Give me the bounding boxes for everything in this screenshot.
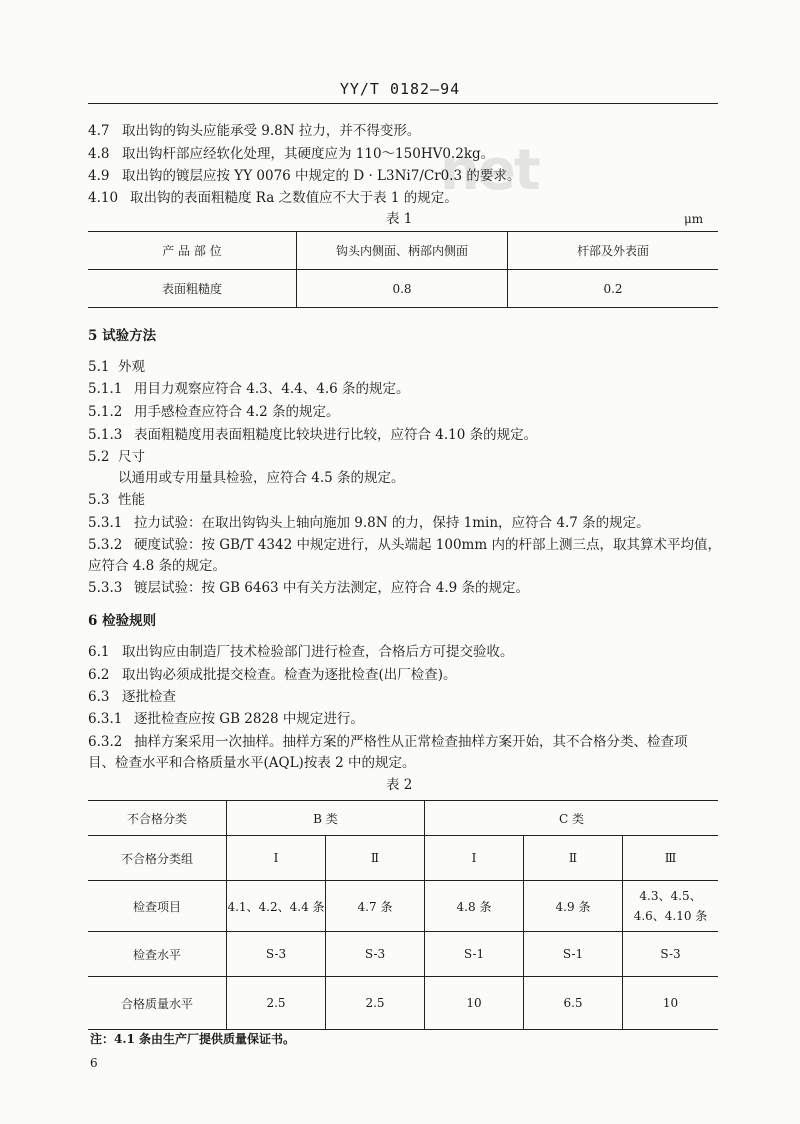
table1-unit: μm <box>684 212 704 226</box>
clause-4-8: 4.8 取出钩杆部应经软化处理，其硬度应为 110～150HV0.2kg。 <box>88 146 495 162</box>
table2-cell: S-3 <box>326 932 425 977</box>
clause-5-1: 5.1 外观 <box>88 359 145 375</box>
table2-cell: S-1 <box>524 932 623 977</box>
table1-header-part: 产 品 部 位 <box>88 232 297 270</box>
table2-row-items-label: 检查项目 <box>88 881 227 932</box>
table2-head-label: 不合格分类 <box>88 801 227 836</box>
clause-5-1-3: 5.1.3 表面粗糙度用表面粗糙度比较块进行比较，应符合 4.10 条的规定。 <box>88 427 538 443</box>
clause-4-9: 4.9 取出钩的镀层应按 YY 0076 中规定的 D · L3Ni7/Cr0.3 的要求。 <box>88 168 521 184</box>
table2-head-b: B 类 <box>227 801 425 836</box>
table2-cell: Ⅰ <box>227 836 326 881</box>
table-1-roughness <box>88 231 718 308</box>
table2-cell: 10 <box>425 977 524 1030</box>
page-number: 6 <box>90 1056 98 1070</box>
document-code-header: YY/T 0182—94 <box>339 80 461 98</box>
table2-cell: 4.1、4.2、4.4 条 <box>227 881 326 932</box>
table2-row-aql-label: 合格质量水平 <box>88 977 227 1030</box>
table2-row-group-label: 不合格分类组 <box>88 836 227 881</box>
clause-6-3-2-cont: 目、检查水平和合格质量水平(AQL)按表 2 中的规定。 <box>88 755 416 771</box>
table2-cell: Ⅰ <box>425 836 524 881</box>
table2-cell: S-1 <box>425 932 524 977</box>
table2-cell: 4.9 条 <box>524 881 623 932</box>
table2-cell: 4.8 条 <box>425 881 524 932</box>
clause-6-3-1: 6.3.1 逐批检查应按 GB 2828 中规定进行。 <box>88 711 364 727</box>
clause-5-1-2: 5.1.2 用手感检查应符合 4.2 条的规定。 <box>88 404 340 420</box>
clause-5-3-1: 5.3.1 拉力试验：在取出钩钩头上轴向施加 9.8N 的力，保持 1min，应符合 4.7 条的规定。 <box>88 515 650 531</box>
table2-cell: 4.7 条 <box>326 881 425 932</box>
clause-5-3-2-cont: 应符合 4.8 条的规定。 <box>88 558 227 574</box>
table2-cell: S-3 <box>227 932 326 977</box>
clause-6-3-2: 6.3.2 抽样方案采用一次抽样。抽样方案的严格性从正常检查抽样方案开始，其不合格分类、检查项 <box>88 734 688 750</box>
table2-cell: S-3 <box>623 932 719 977</box>
table1-value-hook: 0.8 <box>297 270 508 308</box>
clause-5-3-3: 5.3.3 镀层试验：按 GB 6463 中有关方法测定，应符合 4.9 条的规定。 <box>88 580 529 596</box>
section-6-title: 6 检验规则 <box>88 613 157 629</box>
table2-cell: 2.5 <box>227 977 326 1030</box>
table2-cell: Ⅱ <box>524 836 623 881</box>
table2-caption: 表 2 <box>386 777 413 793</box>
clause-6-3: 6.3 逐批检查 <box>88 689 176 705</box>
table2-cell: Ⅲ <box>623 836 719 881</box>
clause-6-1: 6.1 取出钩应由制造厂技术检验部门进行检查，合格后方可提交验收。 <box>88 644 514 660</box>
table2-cell: Ⅱ <box>326 836 425 881</box>
table-2-sampling <box>88 800 718 1030</box>
clause-5-2-text: 以通用或专用量具检验，应符合 4.5 条的规定。 <box>118 470 405 486</box>
table2-cell: 2.5 <box>326 977 425 1030</box>
clause-5-2: 5.2 尺寸 <box>88 449 145 465</box>
watermark: net <box>440 138 539 203</box>
table2-row-level-label: 检查水平 <box>88 932 227 977</box>
table2-cell: 6.5 <box>524 977 623 1030</box>
table1-row-label: 表面粗糙度 <box>88 270 297 308</box>
table1-header-shaft: 杆部及外表面 <box>508 232 719 270</box>
clause-5-3: 5.3 性能 <box>88 492 145 508</box>
section-5-title: 5 试验方法 <box>88 328 157 344</box>
clause-4-7: 4.7 取出钩的钩头应能承受 9.8N 拉力，并不得变形。 <box>88 123 421 139</box>
table1-caption: 表 1 <box>386 211 413 227</box>
clause-6-2: 6.2 取出钩必须成批提交检查。检查为逐批检查(出厂检查)。 <box>88 667 457 683</box>
table1-value-shaft: 0.2 <box>508 270 719 308</box>
clause-4-10: 4.10 取出钩的表面粗糙度 Ra 之数值应不大于表 1 的规定。 <box>88 190 458 206</box>
table1-header-hook: 钩头内侧面、柄部内侧面 <box>297 232 508 270</box>
clause-5-1-1: 5.1.1 用目力观察应符合 4.3、4.4、4.6 条的规定。 <box>88 381 410 397</box>
table2-cell: 10 <box>623 977 719 1030</box>
table2-head-c: C 类 <box>425 801 719 836</box>
table2-cell: 4.3、4.5、 4.6、4.10 条 <box>623 881 719 932</box>
table-note: 注：4.1 条由生产厂提供质量保证书。 <box>90 1032 296 1046</box>
clause-5-3-2: 5.3.2 硬度试验：按 GB/T 4342 中规定进行，从头端起 100mm 内的杆部上测三点，取其算术平均值， <box>88 537 721 553</box>
header-rule <box>88 103 718 104</box>
